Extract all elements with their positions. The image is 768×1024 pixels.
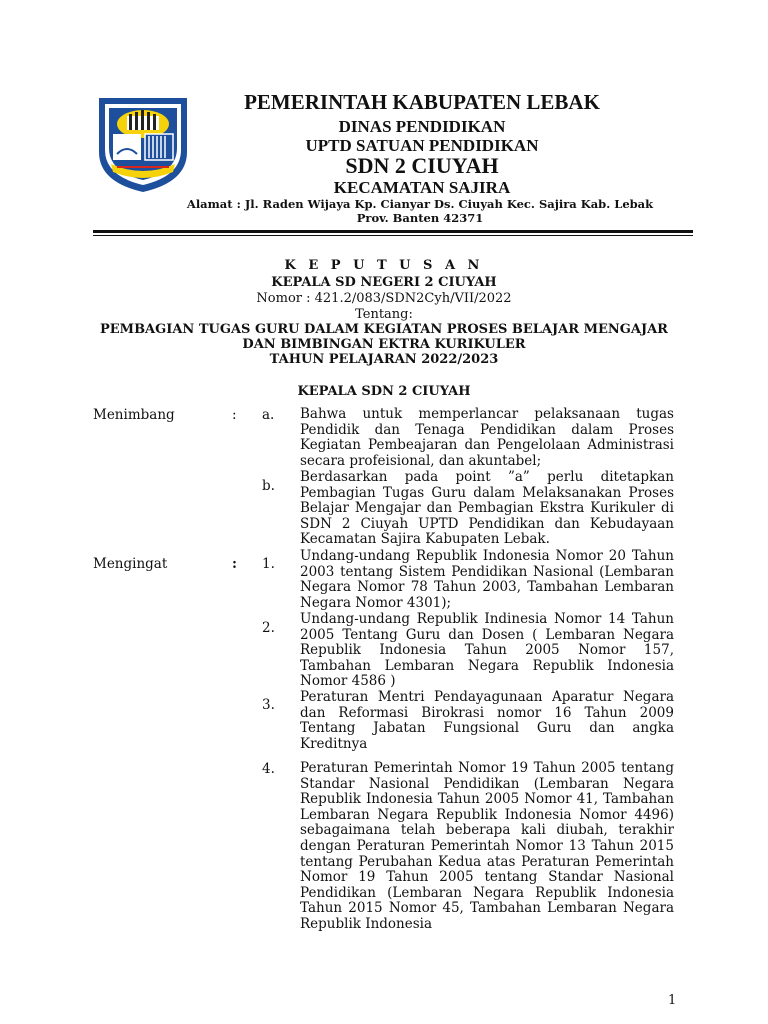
decree-about-label: Tentang: <box>355 307 413 322</box>
menimbang-item-number: a. <box>262 407 275 423</box>
menimbang-label: Menimbang <box>93 407 175 423</box>
mengingat-item-number: 3. <box>262 697 275 713</box>
letterhead-department: DINAS PENDIDIKAN <box>338 117 506 136</box>
menimbang-colon: : <box>232 407 237 423</box>
letterhead-school: SDN 2 CIUYAH <box>345 153 499 178</box>
decree-issuer: KEPALA SD NEGERI 2 CIUYAH <box>271 275 497 290</box>
letterhead-rule-thin <box>93 235 693 236</box>
page-number: 1 <box>668 993 677 1008</box>
letterhead-address: Alamat : Jl. Raden Wijaya Kp. Cianyar Ds. Ciuyah Kec. Sajira Kab. Lebak <box>186 197 654 211</box>
mengingat-item-number: 1. <box>262 556 275 572</box>
letterhead-district: KECAMATAN SAJIRA <box>333 178 511 197</box>
mengingat-item-text: Undang-undang Republik Indonesia Nomor 20 Tahun 2003 tentang Sistem Pendidikan Nasional (Lembaran Negara Nomor 78 Tahun 2003, Tambahan Lembaran Negara Nomor 4301); <box>300 548 674 611</box>
mengingat-item-text: Peraturan Pemerintah Nomor 19 Tahun 2005 tentang Standar Nasional Pendidikan (Lembaran Negara Republik Indonesia Tahun 2005 Nomor 41, Tambahan Lembaran Negara Republik Indonesia Nomor 4496) sebagaimana telah beberapa kali diubah, terakhir dengan Peraturan Pemerintah Nomor 13 Tahun 2015 tentang Perubahan Kedua atas Peraturan Pemerintah Nomor 19 Tahun 2005 tentang Standar Nasional Pendidikan (Lembaran Negara Republik Indonesia Tahun 2015 Nomor 45, Tambahan Lembaran Negara Republik Indonesia <box>300 760 674 932</box>
mengingat-item-text: Peraturan Mentri Pendayagunaan Aparatur Negara dan Reformasi Birokrasi nomor 16 Tahun 2009 Tentang Jabatan Fungsional Guru dan angka Kreditnya <box>300 689 674 752</box>
decree-keyword: K E P U T U S A N <box>284 258 484 273</box>
menimbang-item-number: b. <box>262 478 275 494</box>
letterhead-rule-thick <box>93 230 693 233</box>
mengingat-item-text: Undang-undang Republik Indinesia Nomor 14 Tahun 2005 Tentang Guru dan Dosen ( Lembaran Negara Republik Indonesia Tahun 2005 Nomor 157, Tambahan Lembaran Negara Republik Indonesia Nomor 4586 ) <box>300 611 674 690</box>
letterhead-unit: UPTD SATUAN PENDIDIKAN <box>305 136 539 155</box>
mengingat-colon: : <box>232 556 237 572</box>
decree-title-line1: PEMBAGIAN TUGAS GURU DALAM KEGIATAN PROSES BELAJAR MENGAJAR <box>100 322 668 337</box>
mengingat-item-number: 2. <box>262 620 275 636</box>
letterhead-province: Prov. Banten 42371 <box>356 211 484 225</box>
decree-title-line2: DAN BIMBINGAN EKTRA KURIKULER <box>242 337 526 352</box>
mengingat-item-number: 4. <box>262 761 275 777</box>
decree-title-line3: TAHUN PELAJARAN 2022/2023 <box>269 352 499 367</box>
letterhead-government: PEMERINTAH KABUPATEN LEBAK <box>244 90 600 114</box>
menimbang-item-text: Bahwa untuk memperlancar pelaksanaan tugas Pendidik dan Tenaga Pendidikan dalam Proses Kegiatan Pembeajaran dan Pengelolaan Administrasi secara profeisional, dan akuntabel; <box>300 406 674 469</box>
school-district-logo <box>95 94 191 194</box>
menimbang-item-text: Berdasarkan pada point ”a” perlu ditetapkan Pembagian Tugas Guru dalam Melaksanakan Proses Belajar Mengajar dan Pembagian Ekstra Kurikuler di SDN 2 Ciuyah UPTD Pendidikan dan Kebudayaan Kecamatan Sajira Kabupaten Lebak. <box>300 469 674 548</box>
decree-head-title: KEPALA SDN 2 CIUYAH <box>297 384 471 399</box>
mengingat-label: Mengingat <box>93 556 168 572</box>
decree-number: Nomor : 421.2/083/SDN2Cyh/VII/2022 <box>256 291 512 306</box>
